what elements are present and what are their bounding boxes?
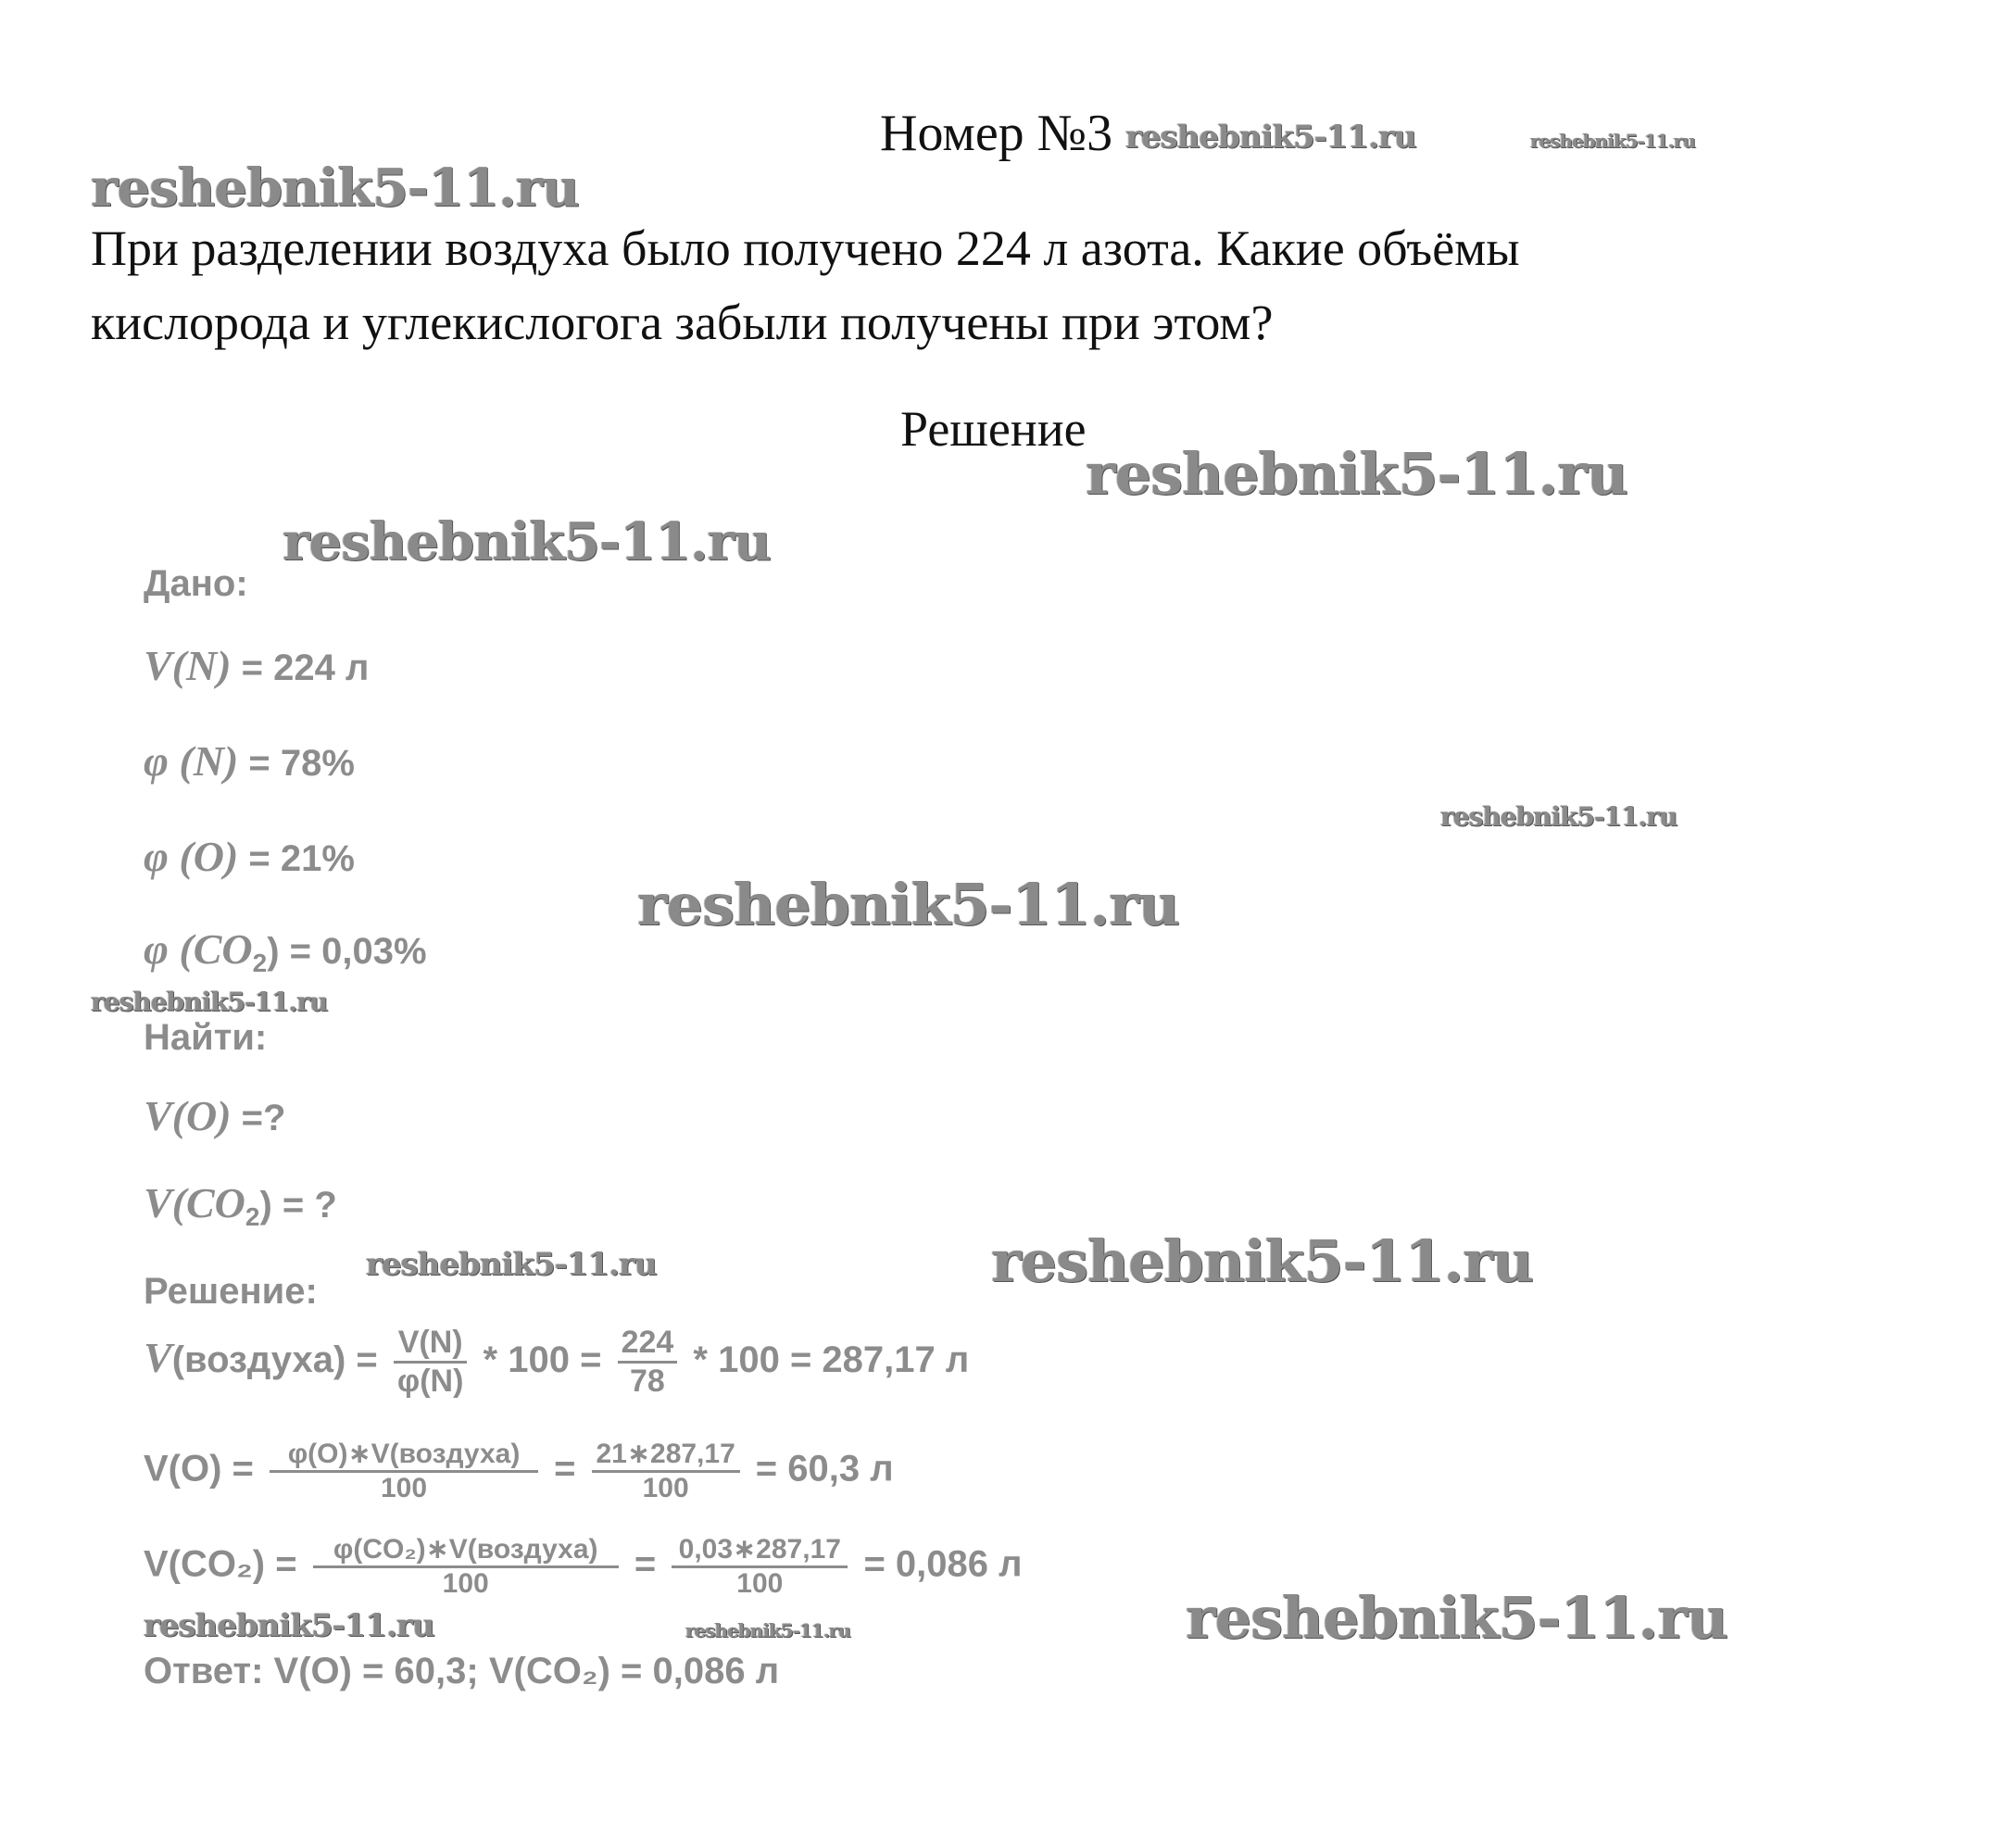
solution-heading: Решение: [900, 401, 1087, 457]
expr-left: φ (O): [144, 833, 239, 880]
fraction: [394, 1325, 468, 1400]
watermark: reshebnik5-11.ru: [366, 1246, 657, 1283]
expr-right: * 100 = 287,17 л: [693, 1339, 970, 1381]
fraction: [672, 1533, 848, 1600]
denominator: 100: [442, 1568, 489, 1599]
find-volume-oxygen: [144, 1091, 285, 1140]
watermark: reshebnik5-11.ru: [685, 1619, 850, 1641]
expr-left: φ (N): [144, 737, 239, 785]
given-label: Дано:: [144, 563, 248, 604]
expr-left: φ (CO: [144, 925, 253, 973]
equation-oxygen-volume: [144, 1438, 894, 1504]
expr-right: ) = ?: [259, 1185, 337, 1226]
expr-right: = 60,3 л: [755, 1448, 894, 1490]
numerator: 21∗287,17: [592, 1438, 740, 1473]
expr-left: V(N): [144, 642, 232, 689]
denominator: φ(N): [396, 1364, 464, 1399]
expr-mid: * 100 =: [483, 1339, 602, 1381]
expr-right: ) = 0,03%: [267, 931, 427, 972]
fraction: [592, 1438, 740, 1504]
numerator: 224: [618, 1325, 678, 1364]
watermark: reshebnik5-11.ru: [1125, 119, 1416, 156]
watermark: reshebnik5-11.ru: [144, 1607, 434, 1644]
task-text: [91, 211, 1520, 359]
expr-right: = 0,086 л: [863, 1543, 1023, 1585]
watermark: reshebnik5-11.ru: [1186, 1584, 1727, 1652]
expr-right: = 224 л: [241, 647, 370, 688]
denominator: 100: [642, 1473, 689, 1503]
given-fraction-co2: [144, 924, 427, 978]
expr-left: V(CO₂) =: [144, 1543, 297, 1585]
numerator: φ(CO₂)∗V(воздуха): [313, 1533, 619, 1568]
page-title: Номер №3: [880, 105, 1113, 162]
watermark: reshebnik5-11.ru: [637, 871, 1179, 938]
numerator: 0,03∗287,17: [672, 1533, 848, 1568]
subscript: 2: [245, 1202, 260, 1231]
expr-left: (воздуха) =: [171, 1339, 378, 1381]
expr-left: V(O): [144, 1092, 232, 1139]
expr-right: =?: [241, 1098, 286, 1138]
find-volume-co2: [144, 1178, 337, 1232]
answer: Ответ: V(O) = 60,3; V(CO₂) = 0,086 л: [144, 1651, 780, 1691]
fraction: [270, 1438, 538, 1504]
expr-right: = 78%: [248, 743, 355, 784]
watermark: reshebnik5-11.ru: [1530, 130, 1695, 152]
task-line: кислорода и углекислогога забыли получены при этом?: [91, 295, 1274, 350]
watermark: reshebnik5-11.ru: [91, 987, 328, 1017]
equation-co2-volume: [144, 1533, 1023, 1600]
subscript: 2: [252, 949, 268, 977]
given-fraction-oxygen: [144, 832, 355, 881]
solution-label: Решение:: [144, 1271, 318, 1312]
watermark: reshebnik5-11.ru: [1086, 440, 1627, 508]
watermark: reshebnik5-11.ru: [1440, 801, 1677, 832]
expr-mid: =: [554, 1448, 576, 1490]
denominator: 100: [736, 1568, 784, 1599]
watermark: reshebnik5-11.ru: [91, 157, 579, 219]
watermark: reshebnik5-11.ru: [283, 511, 771, 572]
task-line: При разделении воздуха было получено 224 л азота. Какие объёмы: [91, 220, 1520, 276]
denominator: 78: [630, 1364, 665, 1399]
expr-right: = 21%: [248, 838, 355, 879]
given-volume-nitrogen: [144, 641, 369, 690]
expr-mid: =: [634, 1543, 657, 1585]
expr-left: V(O) =: [144, 1448, 254, 1490]
find-label: Найти:: [144, 1017, 268, 1058]
fraction: [618, 1325, 678, 1400]
denominator: 100: [381, 1473, 428, 1503]
fraction: [313, 1533, 619, 1600]
given-fraction-nitrogen: [144, 736, 355, 786]
watermark: reshebnik5-11.ru: [991, 1227, 1533, 1295]
numerator: V(N): [394, 1325, 468, 1364]
numerator: φ(O)∗V(воздуха): [270, 1438, 538, 1473]
equation-air-volume: V(воздуха) = $\frac{V(N)}{\varphi(N)}$ * 100 = $\frac{224}{78}$ * 100 = 287,17 л: [144, 1325, 970, 1399]
expr-left: V(CO: [144, 1179, 245, 1226]
